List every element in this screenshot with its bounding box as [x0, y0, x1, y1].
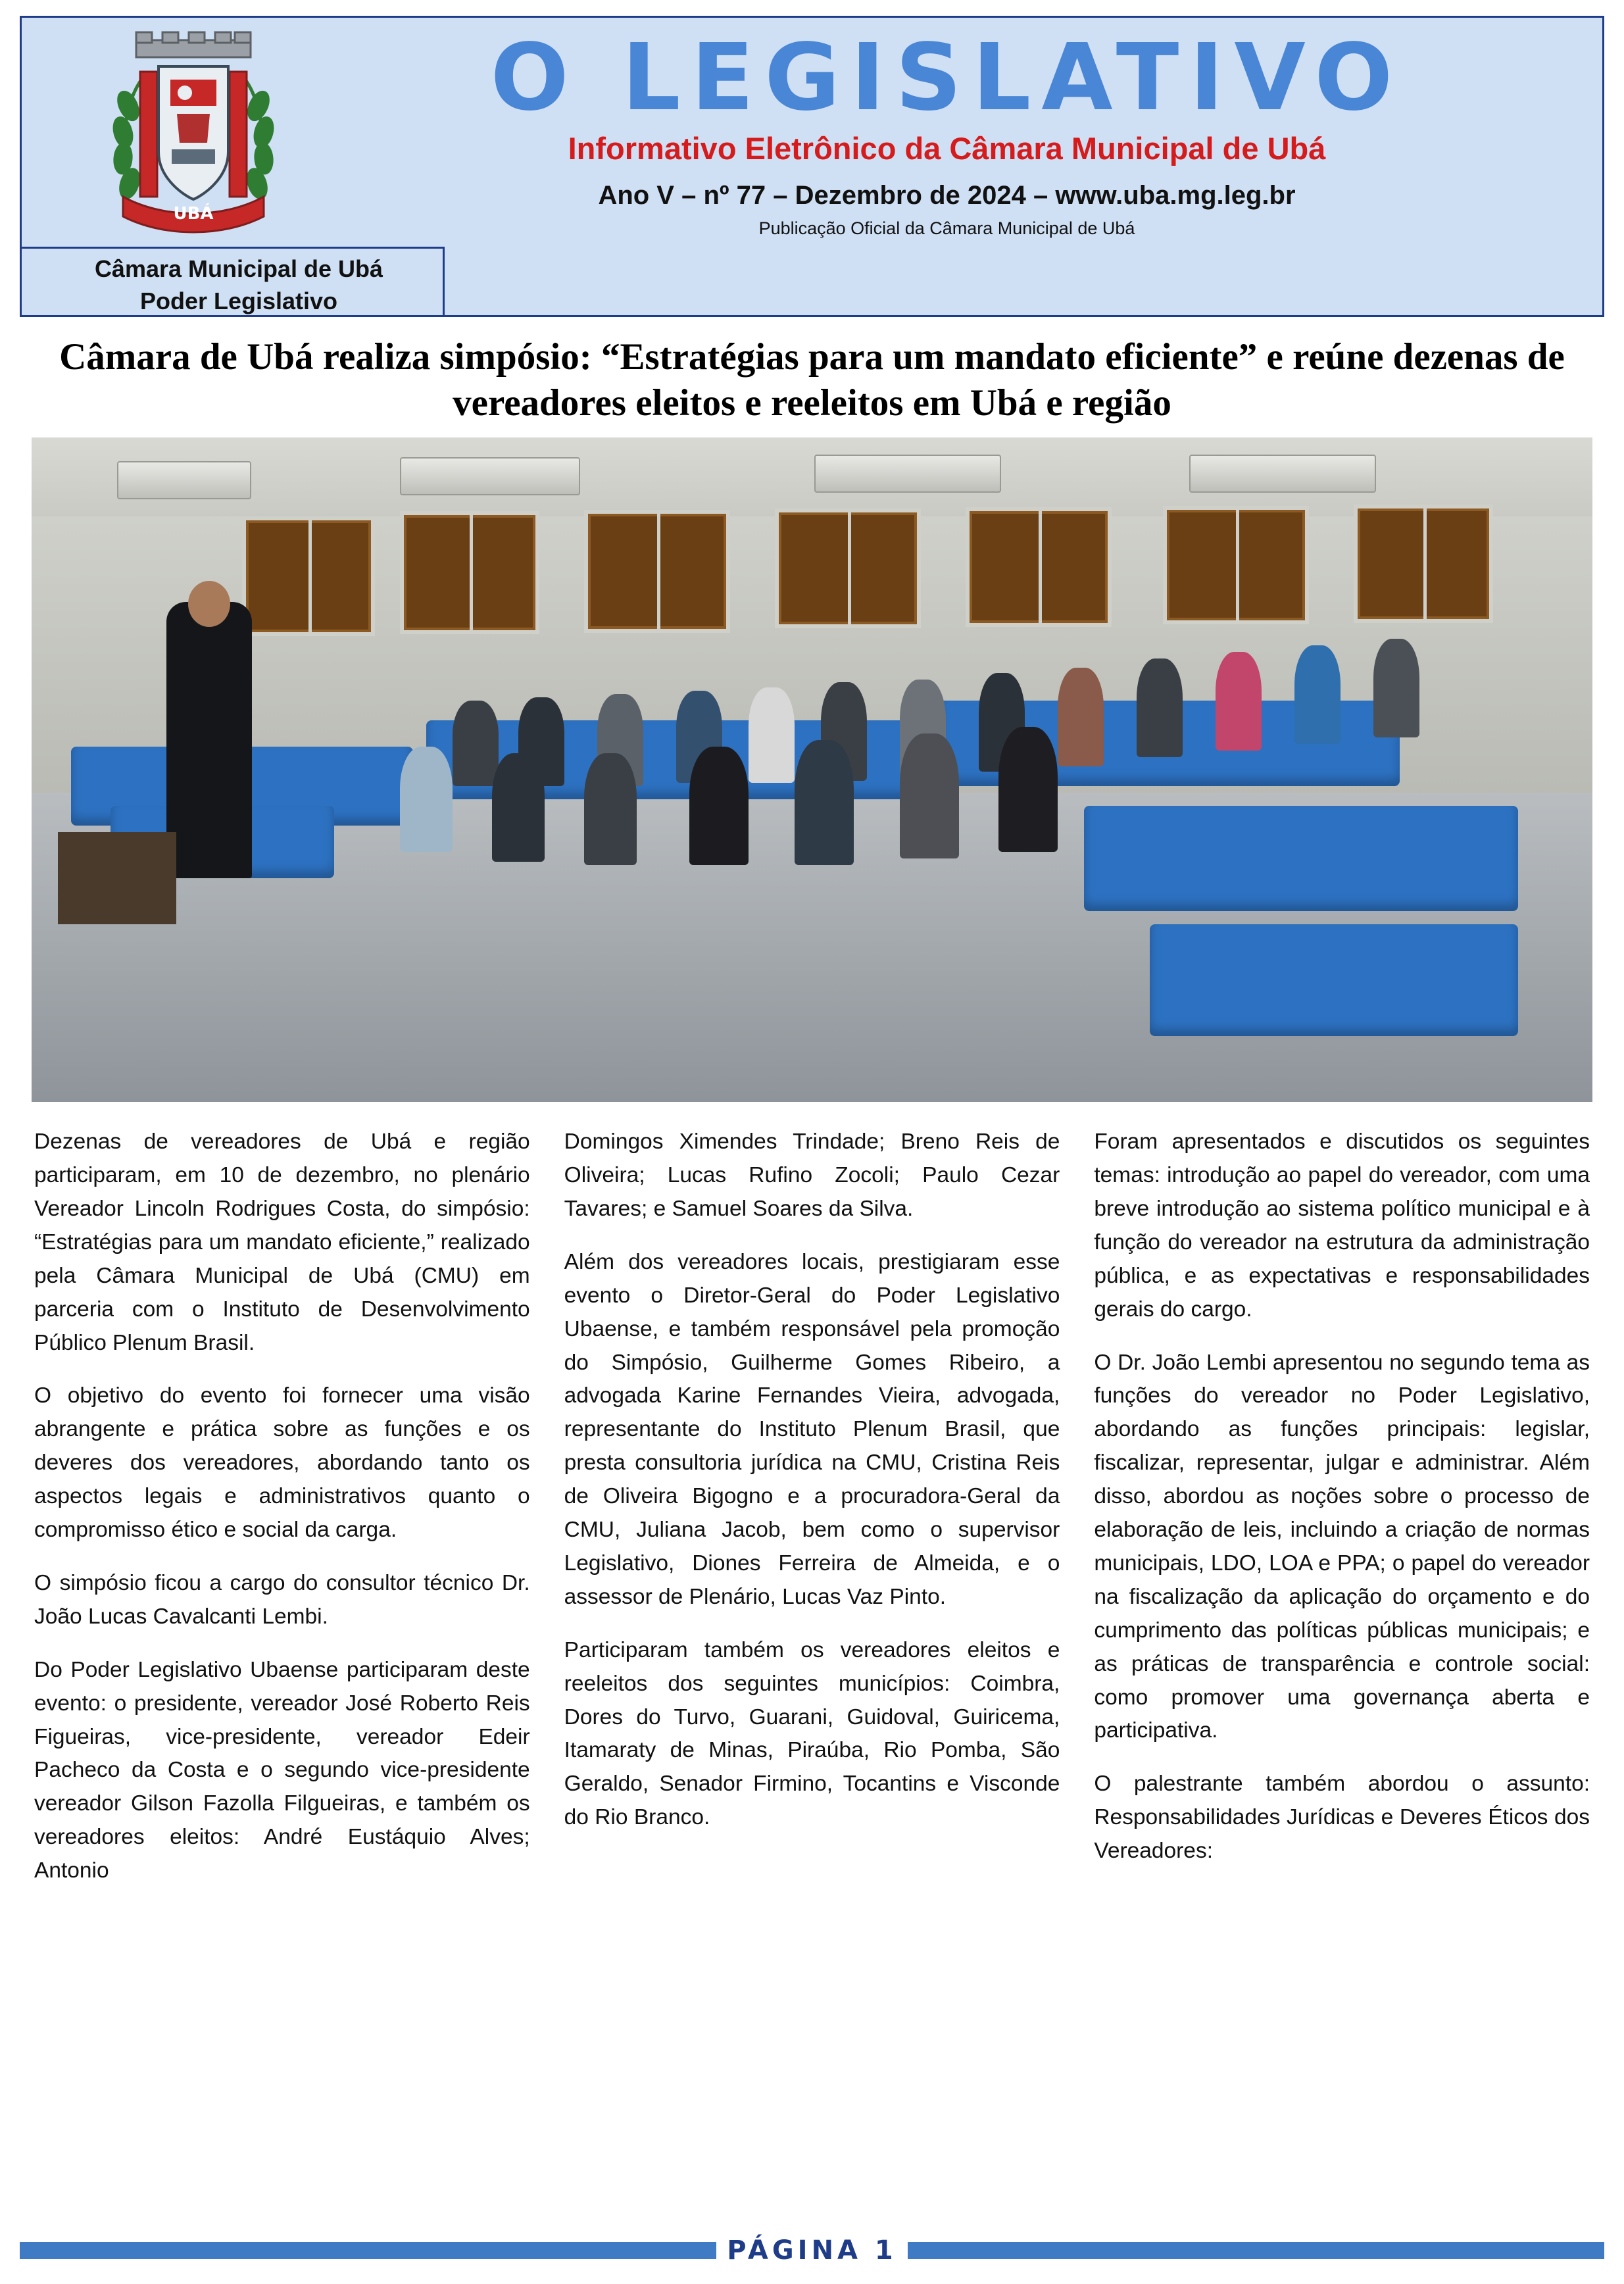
audience-member	[492, 753, 545, 862]
air-conditioner-icon	[400, 457, 580, 495]
audience-member	[795, 740, 854, 865]
photo-scene	[32, 437, 1592, 1102]
article-photo	[32, 437, 1592, 1102]
window	[966, 507, 1112, 627]
paragraph: O objetivo do evento foi fornecer uma visão abrangente e prática sobre as funções e os deveres dos vereadores, abordando tanto os aspectos legais e administrativos quanto o compromisso ético e social da carga.	[34, 1383, 530, 1543]
footer-rule-right	[908, 2242, 1604, 2259]
air-conditioner-icon	[117, 461, 251, 499]
speaker-head	[188, 581, 230, 627]
audience-member	[1137, 658, 1183, 757]
paragraph: Foram apresentados e discutidos os seguintes temas: introdução ao papel do vereador, com uma breve introdução ao sistema político municipal e à função do vereador na estrutura da administração pública, e as expectativas e responsabilidades gerais do cargo.	[1094, 1130, 1590, 1322]
audience-member	[998, 727, 1058, 852]
chair-row	[1084, 806, 1518, 911]
paragraph: Participaram também os vereadores eleitos e reeleitos dos seguintes municípios: Coimbra, Dores do Turvo, Guarani, Guidoval, Guiricema, Itamaraty de Minas, Piraúba, Rio Pomba, São Geraldo, Senador Firmino, Tocantins e Visconde do Rio Branco.	[564, 1637, 1060, 1830]
air-conditioner-icon	[1189, 455, 1376, 493]
official-publication-line: Publicação Oficial da Câmara Municipal de Ubá	[758, 218, 1135, 238]
page-number: PÁGINA 1	[727, 2235, 897, 2266]
audience-member	[1058, 668, 1104, 766]
entity-name: Câmara Municipal de Ubá	[94, 255, 383, 282]
issue-line: Ano V – nº 77 – Dezembro de 2024 – www.uba.mg.leg.br	[598, 181, 1296, 210]
publication-title: O LEGISLATIVO	[490, 24, 1404, 132]
chair-row	[1150, 924, 1518, 1036]
audience-member	[749, 687, 795, 783]
window	[400, 511, 539, 634]
column-1	[34, 1126, 530, 1908]
paragraph: O palestrante também abordou o assunto: Responsabilidades Jurídicas e Deveres Éticos dos Vereadores:	[1094, 1772, 1590, 1864]
entity-block	[35, 253, 443, 317]
air-conditioner-icon	[814, 455, 1001, 493]
svg-text:UBÁ: UBÁ	[173, 204, 214, 224]
column-2	[564, 1126, 1060, 1908]
side-table	[58, 832, 176, 924]
window	[242, 516, 375, 636]
coat-of-arms-icon	[85, 27, 302, 244]
paragraph: O simpósio ficou a cargo do consultor técnico Dr. João Lucas Cavalcanti Lembi.	[34, 1570, 530, 1629]
paragraph: O Dr. João Lembi apresentou no segundo tema as funções do vereador no Poder Legislativo, abordando as funções principais: legislar, fiscalizar, representar, julgar e administrar. Além disso, abordou as noções sobre o processo de elaboração de leis, incluindo a criação de normas municipais, LDO, LOA e PPA; o papel do vereador na fiscalização da aplicação do orçamento e do cumprimento das políticas públicas municipais; e as práticas de transparência e controle social: como promover uma governança aberta e participativa.	[1094, 1350, 1590, 1743]
audience-member	[453, 701, 499, 786]
audience-member	[900, 733, 959, 858]
audience-member	[584, 753, 637, 865]
article-headline: Câmara de Ubá realiza simpósio: “Estratégias para um mandato eficiente” e reúne dezenas de vereadores eleitos e reeleitos em Ubá e região	[59, 336, 1565, 424]
window	[1163, 506, 1309, 624]
audience-member	[689, 747, 749, 865]
window	[584, 510, 730, 633]
paragraph: Domingos Ximendes Trindade; Breno Reis de Oliveira; Lucas Rufino Zocoli; Paulo Cezar Tavares; e Samuel Soares da Silva.	[564, 1130, 1060, 1221]
audience-member	[400, 747, 453, 852]
paragraph: Além dos vereadores locais, prestigiaram esse evento o Diretor-Geral do Poder Legislativo Ubaense, e também responsável pela promoção do Simpósio, Guilherme Gomes Ribeiro, a advogada Karine Fernandes Vieira, advogada, representante do Instituto Plenum Brasil, que presta consultoria jurídica na CMU, Cristina Reis de Oliveira Bigogno e a procuradora-Geral da CMU, Juliana Jacob, bem como o supervisor Legislativo, Diones Ferreira de Almeida, e o assessor de Plenário, Lucas Vaz Pinto.	[564, 1249, 1060, 1609]
page-footer	[20, 2235, 1604, 2266]
audience-member	[1373, 639, 1419, 737]
entity-branch: Poder Legislativo	[139, 287, 338, 314]
column-3	[1094, 1126, 1590, 1908]
publication-subtitle: Informativo Eletrônico da Câmara Municipal de Ubá	[568, 131, 1326, 166]
window	[775, 509, 921, 628]
masthead-divider	[22, 247, 443, 249]
window	[1354, 505, 1493, 623]
audience-member	[1294, 645, 1341, 744]
paragraph: Dezenas de vereadores de Ubá e região participaram, em 10 de dezembro, no plenário Vereador Lincoln Rodrigues Costa, do simpósio: “Estratégias para um mandato eficiente,” realizado pela Câmara Municipal de Ubá (CMU) em parceria com o Instituto de Desenvolvimento Público Plenum Brasil.	[34, 1130, 530, 1355]
masthead	[20, 16, 1604, 317]
audience-member	[1216, 652, 1262, 751]
masthead-vertical-rule	[443, 247, 445, 315]
speaker-figure	[166, 602, 252, 878]
footer-rule-left	[20, 2242, 716, 2259]
paragraph: Do Poder Legislativo Ubaense participaram deste evento: o presidente, vereador José Roberto Reis Figueiras, vice-presidente, vereador Edeir Pacheco da Costa e o segundo vice-presidente vereador Gilson Fazolla Filgueiras, e também os vereadores eleitos: André Eustáquio Alves; Antonio	[34, 1657, 530, 1883]
article-body	[34, 1126, 1590, 1908]
